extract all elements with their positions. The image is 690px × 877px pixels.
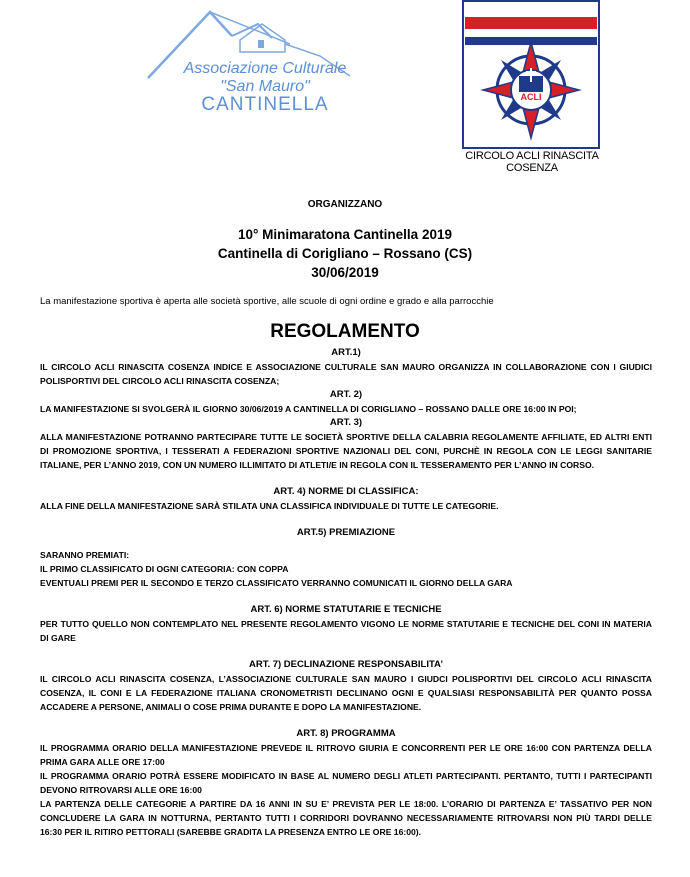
art4-text: ALLA FINE DELLA MANIFESTAZIONE SARÀ STILATA UNA CLASSIFICA INDIVIDUALE DI TUTTE LE CATEGORIE. [40,501,499,511]
regulation-body [40,346,652,839]
organizzano-label: ORGANIZZANO [307,199,383,210]
acli-caption: CIRCOLO ACLI RINASCITA COSENZA [465,150,599,174]
art7-heading: ART. 7) DECLINAZIONE RESPONSABILITA’ [248,659,444,670]
art5-line2: IL PRIMO CLASSIFICATO DI OGNI CATEGORIA: CON COPPA [40,564,289,574]
association-name-line1: Associazione Culturale [183,60,347,77]
intro-text: La manifestazione sportiva è aperta alle società sportive, alle scuole di ogni ordine e grado e alla parrocchie [40,296,494,307]
art5-heading: ART.5) PREMIAZIONE [296,527,396,538]
art1-text: IL CIRCOLO ACLI RINASCITA COSENZA INDICE E ASSOCIAZIONE CULTURALE SAN MAURO ORGANIZZA IN COLLABORAZIONE CON I GIUDICI POLISPORTIVI DEL CIRCOLO ACLI RINASCITA COSENZA; [40,362,652,386]
acli-badge-label: ACLI [520,92,542,102]
art2-text: LA MANIFESTAZIONE SI SVOLGERÀ IL GIORNO 30/06/2019 A CANTINELLA DI CORIGLIANO – ROSSANO DALLE ORE 16:00 IN POI; [40,404,577,414]
art4-heading: ART. 4) NORME DI CLASSIFICA: [273,486,419,497]
art8-heading: ART. 8) PROGRAMMA [296,728,396,739]
art8-text1: IL PROGRAMMA ORARIO DELLA MANIFESTAZIONE PREVEDE IL RITROVO GIURIA E CONCORRENTI PER LE ORE 16:00 CON PARTENZA DELLA PRIMA GARA ALLE ORE 17:00 [40,743,652,767]
art1-heading: ART.1) [331,347,361,358]
art3-heading: ART. 3) [329,417,363,428]
event-location: Cantinella di Corigliano – Rossano (CS) [217,246,473,261]
event-date: 30/06/2019 [311,265,379,280]
association-name-line3: CANTINELLA [201,94,329,115]
event-title [0,225,690,282]
event-name: 10° Minimaratona Cantinella 2019 [238,227,452,242]
art6-text: PER TUTTO QUELLO NON CONTEMPLATO NEL PRESENTE REGOLAMENTO VIGONO LE NORME STATUTARIE E TECNICHE DEL CONI IN MATERIA DI GARE [40,619,652,643]
art8-text2: IL PROGRAMMA ORARIO POTRÀ ESSERE MODIFICATO IN BASE AL NUMERO DEGLI ATLETI PARTECIPANTI. PERTANTO, TUTTI I PARTECIPANTI DEVONO RITROVARSI ALLE ORE 16:00 [40,771,652,795]
art8-text3: LA PARTENZA DELLE CATEGORIE A PARTIRE DA 16 ANNI IN SU E’ PREVISTA PER LE 18:00. L’ORARIO DI PARTENZA E’ TASSATIVO PER NON CONCLUDERE LA GARA IN NOTTURNA, PERTANTO TUTTI I CORRIDORI DOVRANNO NECESSARIAMENTE RITROVARSI NON PIÙ TARDI DELLE 16:30 PER IL RITIRO PETTORALI (SAREBBE GRADITA LA PRESENZA ENTRO LE ORE 16:00). [40,799,652,837]
art5-line1: SARANNO PREMIATI: [40,550,130,560]
art3-text: ALLA MANIFESTAZIONE POTRANNO PARTECIPARE TUTTE LE SOCIETÀ SPORTIVE DELLA CALABRIA REGOLAMENTE AFFILIATE, ED ALTRI ENTI DI PROMOZIONE SPORTIVA, I TESSERATI A FEDERAZIONI SPORTIVE NAZIONALI DEL CONI, PURCHÈ IN REGOLA CON LE LEGGI SANITARIE ITALIANE, PER L’ANNO 2019, CON UN NUMERO ILLIMITATO DI ATLETI/E IN REGOLA CON IL TESSERAMENTO PER L’ANNO IN CORSO. [40,432,652,470]
art5-line3: EVENTUALI PREMI PER IL SECONDO E TERZO CLASSIFICATO VERRANNO COMUNICATI IL GIORNO DELLA GARA [40,578,513,588]
regolamento-title: REGOLAMENTO [270,321,420,342]
art7-text: IL CIRCOLO ACLI RINASCITA COSENZA, L’ASSOCIAZIONE CULTURALE SAN MAURO I GIUDCI POLISPORTIVI DEL CIRCOLO ACLI RINASCITA COSENZA, IL CONI E LA FEDERAZIONE ITALIANA CRONOMETRISTI DECLINANO OGNI E QUALSIASI RESPONSABILITÀ PER QUANTO POSSA ACCADERE A PERSONE, ANIMALI O COSE PRIMA DURANTE E DOPO LA MANIFESTAZIONE. [40,674,652,712]
art6-heading: ART. 6) NORME STATUTARIE E TECNICHE [250,604,442,615]
acli-logo [462,0,600,150]
art2-heading: ART. 2) [329,389,363,400]
association-logo [140,4,380,124]
acli-emblem-icon [462,0,600,150]
association-name-line2: "San Mauro" [220,78,310,95]
